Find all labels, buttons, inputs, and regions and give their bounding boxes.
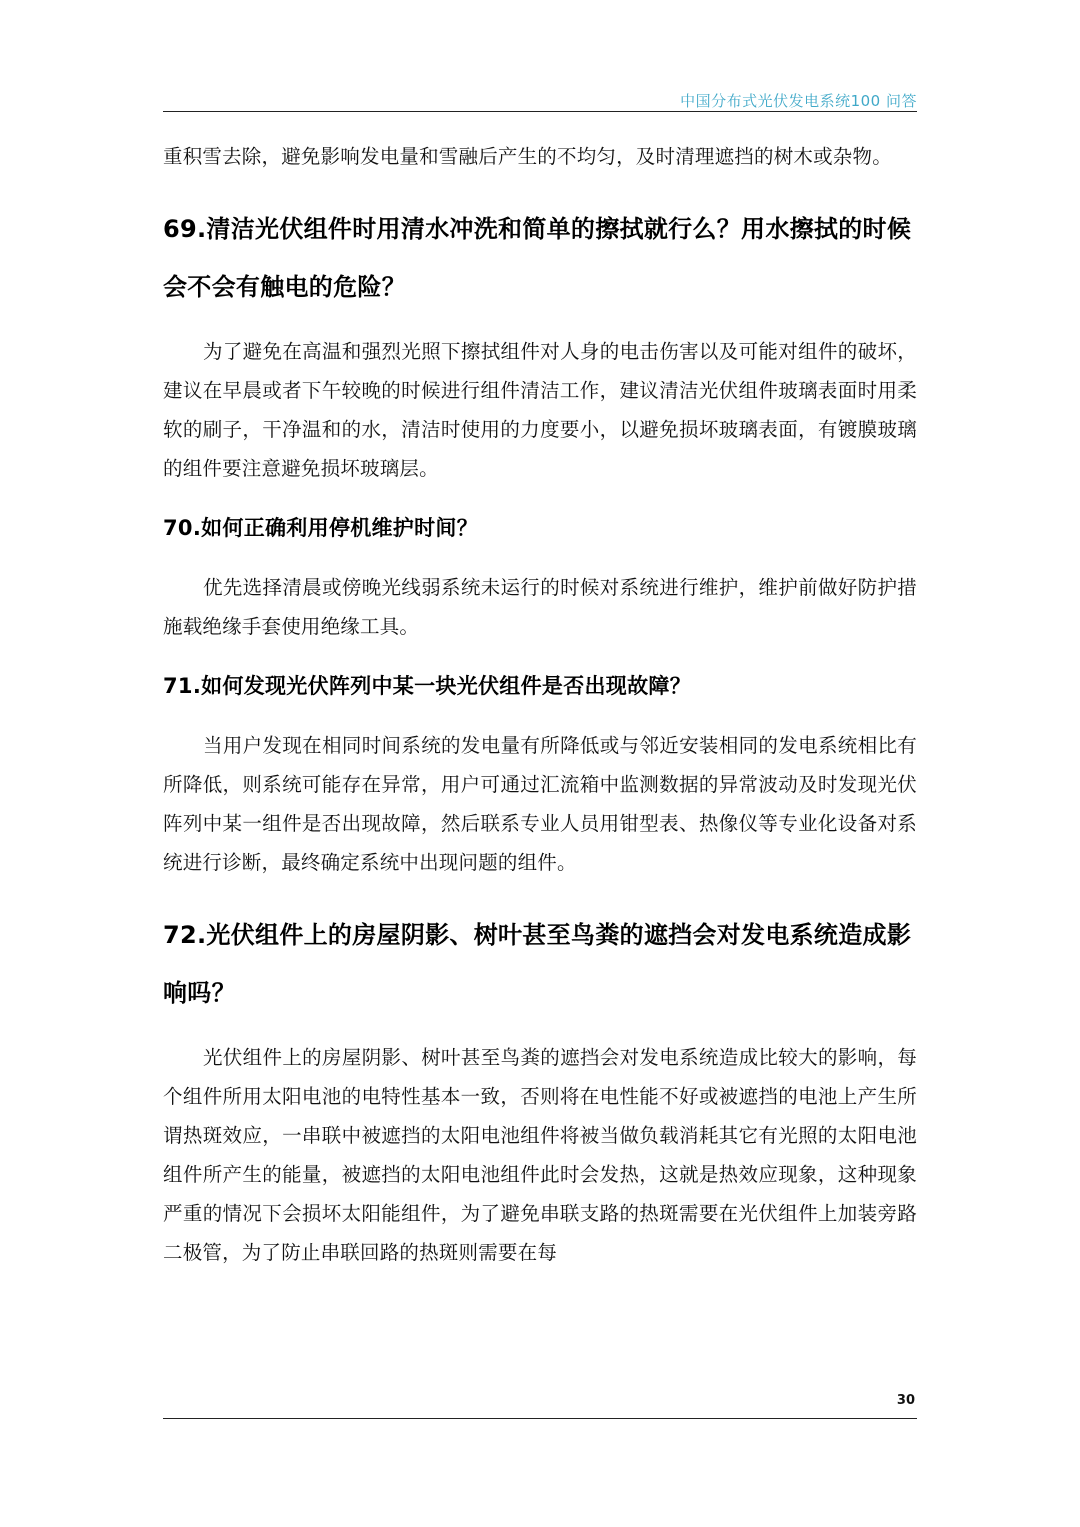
spacer xyxy=(163,488,917,508)
running-header-title: 中国分布式光伏发电系统100 问答 xyxy=(680,92,917,110)
page-number: 30 xyxy=(896,1393,915,1408)
spacer xyxy=(163,1022,917,1038)
footer-divider xyxy=(163,1418,917,1419)
answer-69-paragraph: 为了避免在高温和强烈光照下擦拭组件对人身的电击伤害以及可能对组件的破坏，建议在早晨或者下午较晚的时候进行组件清洁工作，建议清洁光伏组件玻璃表面时用柔软的刷子，干净温和的水，清洁时使用的力度要小，以避免损坏玻璃表面，有镀膜玻璃的组件要注意避免损坏玻璃层。 xyxy=(163,340,917,480)
spacer xyxy=(163,706,917,726)
page-content xyxy=(163,137,917,1272)
question-71-heading: 71.如何发现光伏阵列中某一块光伏组件是否出现故障？ xyxy=(163,674,691,698)
spacer xyxy=(163,646,917,666)
spacer xyxy=(163,176,917,200)
question-72-heading: 72.光伏组件上的房屋阴影、树叶甚至鸟粪的遮挡会对发电系统造成影响吗？ xyxy=(163,921,912,1007)
header-divider xyxy=(163,111,917,112)
spacer xyxy=(163,316,917,332)
spacer xyxy=(163,882,917,906)
answer-72-paragraph: 光伏组件上的房屋阴影、树叶甚至鸟粪的遮挡会对发电系统造成比较大的影响，每个组件所用太阳电池的电特性基本一致，否则将在电性能不好或被遮挡的电池上产生所谓热斑效应，一串联中被遮挡的太阳电池组件将被当做负载消耗其它有光照的太阳电池组件所产生的能量，被遮挡的太阳电池组件此时会发热，这就是热效应现象，这种现象严重的情况下会损坏太阳能组件，为了避免串联支路的热斑需要在光伏组件上加装旁路二极管，为了防止串联回路的热斑则需要在每 xyxy=(163,1046,917,1264)
question-69-heading: 69.清洁光伏组件时用清水冲洗和简单的擦拭就行么？用水擦拭的时候会不会有触电的危险？ xyxy=(163,215,912,301)
answer-71-paragraph: 当用户发现在相同时间系统的发电量有所降低或与邻近安装相同的发电系统相比有所降低，则系统可能存在异常，用户可通过汇流箱中监测数据的异常波动及时发现光伏阵列中某一组件是否出现故障，然后联系专业人员用钳型表、热像仪等专业化设备对系统进行诊断，最终确定系统中出现问题的组件。 xyxy=(163,734,917,874)
answer-70-paragraph: 优先选择清晨或傍晚光线弱系统未运行的时候对系统进行维护，维护前做好防护措施载绝缘手套使用绝缘工具。 xyxy=(163,576,917,638)
spacer xyxy=(163,548,917,568)
question-70-heading: 70.如何正确利用停机维护时间？ xyxy=(163,516,478,540)
carryover-paragraph: 重积雪去除，避免影响发电量和雪融后产生的不均匀，及时清理遮挡的树木或杂物。 xyxy=(163,145,892,168)
